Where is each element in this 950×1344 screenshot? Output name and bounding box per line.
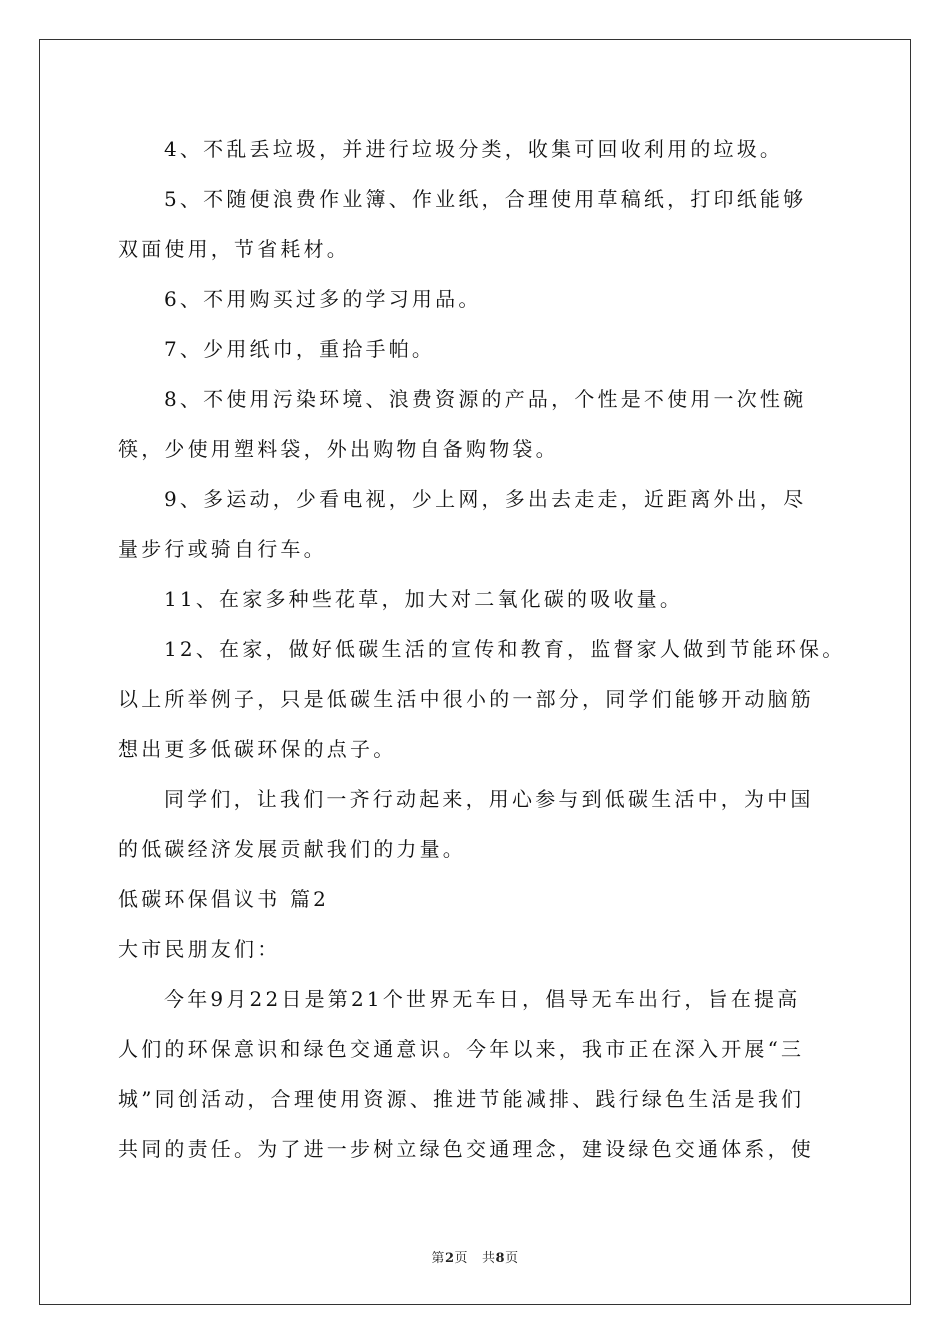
page-prefix: 第: [431, 1251, 445, 1266]
paragraph-line: 今年9月22日是第21个世界无车日，倡导无车出行，旨在提高: [164, 987, 801, 1011]
paragraph-line: 双面使用，节省耗材。: [118, 237, 350, 261]
document-body: [118, 124, 846, 1174]
paragraph-line: 7、少用纸巾，重拾手帕。: [164, 337, 436, 361]
salutation: 大市民朋友们：: [118, 937, 281, 961]
total-suffix: 页: [505, 1251, 519, 1266]
paragraph-line: 城”同创活动，合理使用资源、推进节能减排、践行绿色生活是我们: [118, 1087, 805, 1111]
paragraph-line: 的低碳经济发展贡献我们的力量。: [118, 837, 466, 861]
page-footer: [0, 1247, 950, 1266]
paragraph-line: 人们的环保意识和绿色交通意识。今年以来，我市正在深入开展“三: [118, 1037, 805, 1061]
paragraph-line: 想出更多低碳环保的点子。: [118, 737, 397, 761]
paragraph-line: 5、不随便浪费作业簿、作业纸，合理使用草稿纸，打印纸能够: [164, 187, 807, 211]
paragraph-line: 筷，少使用塑料袋，外出购物自备购物袋。: [118, 437, 559, 461]
paragraph-line: 8、不使用污染环境、浪费资源的产品，个性是不使用一次性碗: [164, 387, 807, 411]
paragraph-line: 共同的责任。为了进一步树立绿色交通理念，建设绿色交通体系，使: [118, 1137, 814, 1161]
section-heading: 低碳环保倡议书 篇2: [118, 887, 330, 911]
paragraph-line: 以上所举例子，只是低碳生活中很小的一部分，同学们能够开动脑筋: [118, 687, 814, 711]
paragraph-line: 量步行或骑自行车。: [118, 537, 327, 561]
paragraph-line: 12、在家，做好低碳生活的宣传和教育，监督家人做到节能环保。: [164, 637, 846, 661]
current-page-number: 2: [444, 1251, 455, 1266]
paragraph-line: 9、多运动，少看电视，少上网，多出去走走，近距离外出，尽: [164, 487, 807, 511]
page-suffix: 页: [454, 1251, 468, 1266]
paragraph-line: 11、在家多种些花草，加大对二氧化碳的吸收量。: [164, 587, 684, 611]
paragraph-line: 6、不用购买过多的学习用品。: [164, 287, 482, 311]
total-page-number: 8: [495, 1251, 506, 1266]
total-prefix: 共: [482, 1251, 496, 1266]
paragraph-line: 同学们，让我们一齐行动起来，用心参与到低碳生活中，为中国: [164, 787, 814, 811]
paragraph-line: 4、不乱丢垃圾，并进行垃圾分类，收集可回收利用的垃圾。: [164, 137, 784, 161]
